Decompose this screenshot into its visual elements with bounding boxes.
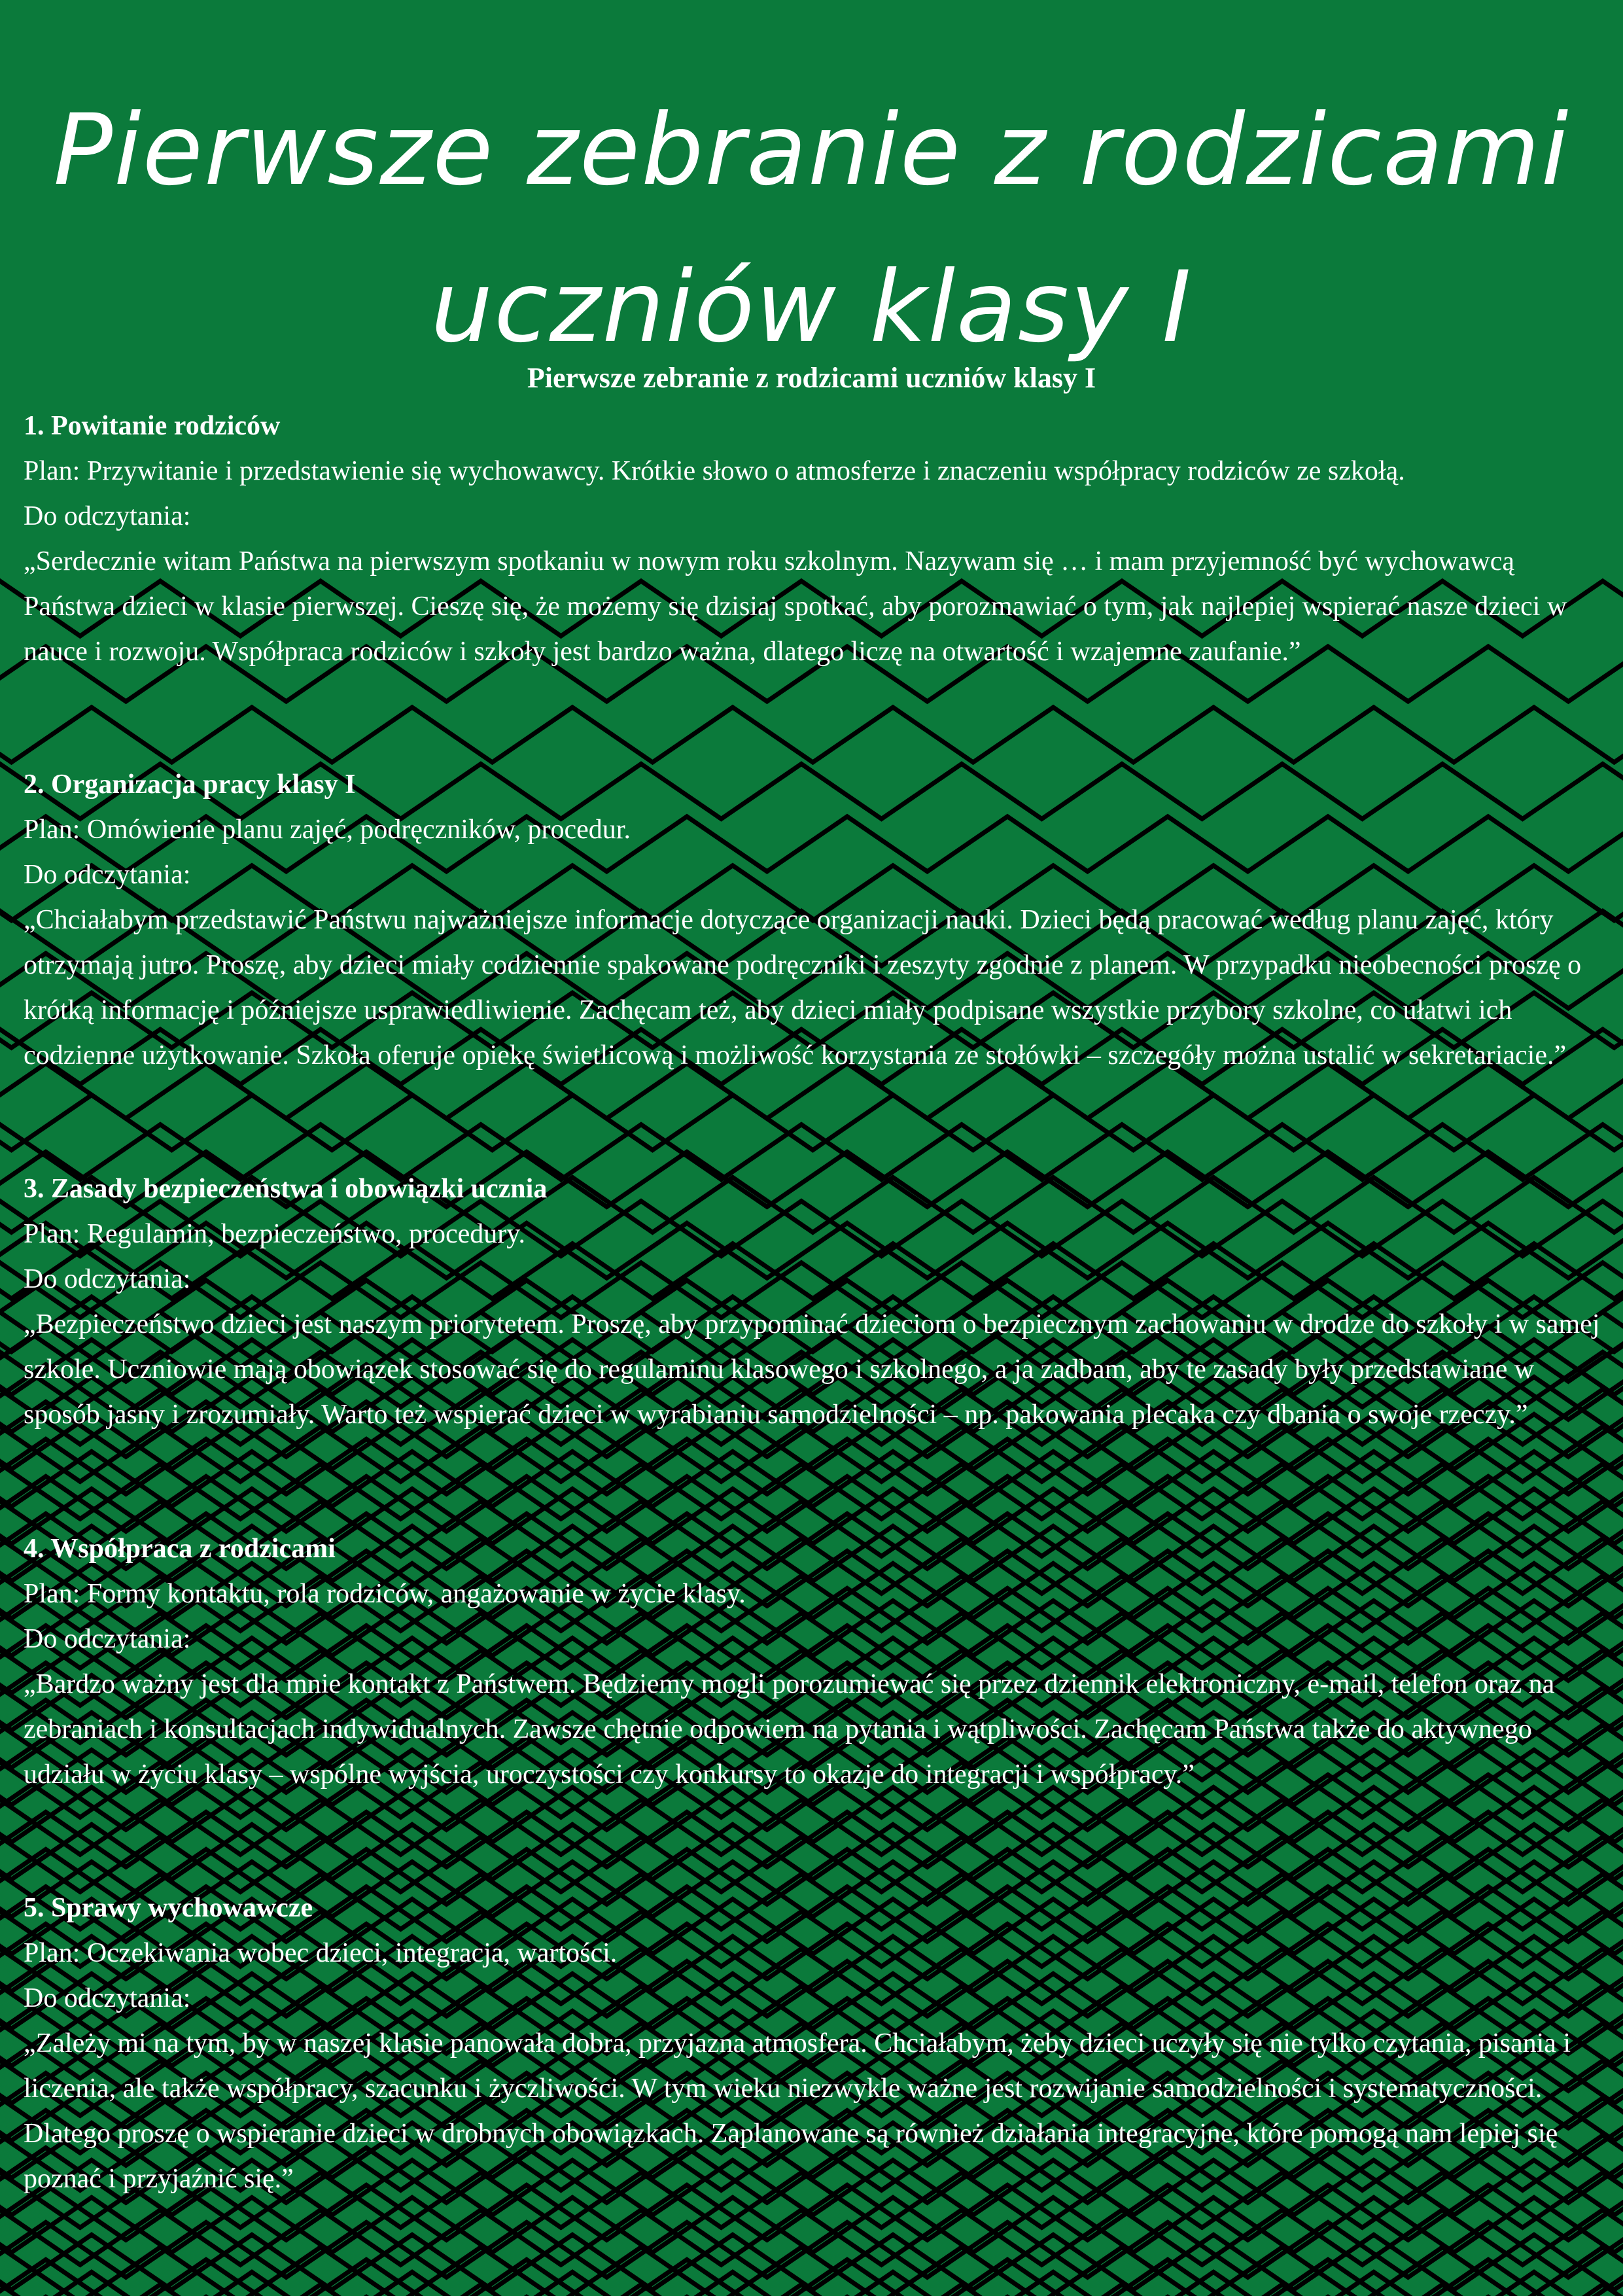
section-plan: Plan: Omówienie planu zajęć, podręczników, procedur. bbox=[24, 815, 631, 845]
section-heading: 4. Współpraca z rodzicami bbox=[24, 1534, 336, 1564]
section-read-text: „Chciałabym przedstawić Państwu najważniejsze informacje dotyczące organizacji nauki. Dzieci będą pracować według planu zajęć, który otrzymają jutro. Proszę, aby dzieci miały codziennie spakowane podręczniki i zeszyty zgodnie z planem. W przypadku nieobecności proszę o krótką informację i późniejsze usprawiedliwienie. Zachęcam też, aby dzieci miały podpisane wszystkie przybory szkolne, co ułatwi ich codzienne użytkowanie. Szkoła oferuje opiekę świetlicową i możliwość korzystania ze stołówki – szczegóły można ustalić w sekretariacie.” bbox=[24, 905, 1582, 1070]
main-title: Pierwsze zebranie z rodzicami uczniów klasy I bbox=[53, 94, 1570, 364]
section-heading: 1. Powitanie rodziców bbox=[24, 411, 281, 441]
section-plan: Plan: Przywitanie i przedstawienie się wychowawcy. Krótkie słowo o atmosferze i znaczeniu współpracy rodziców ze szkołą. bbox=[24, 456, 1405, 486]
section-cooperation bbox=[24, 1527, 1600, 1797]
section-heading: 3. Zasady bezpieczeństwa i obowiązki ucznia bbox=[24, 1174, 548, 1204]
section-read-label: Do odczytania: bbox=[24, 501, 191, 531]
section-read-label: Do odczytania: bbox=[24, 1624, 191, 1654]
section-read-label: Do odczytania: bbox=[24, 860, 191, 890]
section-heading: 5. Sprawy wychowawcze bbox=[24, 1893, 313, 1923]
section-read-text: „Bardzo ważny jest dla mnie kontakt z Państwem. Będziemy mogli porozumiewać się przez dziennik elektroniczny, e-mail, telefon oraz na zebraniach i konsultacjach indywidualnych. Zawsze chętnie odpowiem na pytania i wątpliwości. Zachęcam Państwa także do aktywnego udziału w życiu klasy – wspólne wyjścia, uroczystości czy konkursy to okazje do integracji i współpracy.” bbox=[24, 1669, 1555, 1790]
section-safety bbox=[24, 1167, 1600, 1438]
section-plan: Plan: Formy kontaktu, rola rodziców, angażowanie w życie klasy. bbox=[24, 1579, 746, 1609]
section-plan: Plan: Regulamin, bezpieczeństwo, procedury. bbox=[24, 1219, 526, 1249]
section-read-text: „Bezpieczeństwo dzieci jest naszym priorytetem. Proszę, aby przypominać dzieciom o bezpiecznym zachowaniu w drodze do szkoły i w samej szkole. Uczniowie mają obowiązek stosować się do regulaminu klasowego i szkolnego, a ja zadbam, aby te zasady były przedstawiane w sposób jasny i zrozumiały. Warto też wspierać dzieci w wyrabianiu samodzielności – np. pakowania plecaka czy dbania o swoje rzeczy.” bbox=[24, 1309, 1600, 1430]
section-read-text: „Serdecznie witam Państwa na pierwszym spotkaniu w nowym roku szkolnym. Nazywam się … i mam przyjemność być wychowawcą Państwa dzieci w klasie pierwszej. Cieszę się, że możemy się dzisiaj spotkać, aby porozmawiać o tym, jak najlepiej wspierać nasze dzieci w nauce i rozwoju. Współpraca rodziców i szkoły jest bardzo ważna, dlatego liczę na otwartość i wzajemne zaufanie.” bbox=[24, 546, 1567, 667]
section-read-label: Do odczytania: bbox=[24, 1264, 191, 1294]
section-upbringing bbox=[24, 1886, 1600, 2202]
section-plan: Plan: Oczekiwania wobec dzieci, integracja, wartości. bbox=[24, 1938, 618, 1968]
section-heading: 2. Organizacja pracy klasy I bbox=[24, 769, 356, 800]
section-greeting bbox=[24, 404, 1600, 675]
section-organization bbox=[24, 762, 1600, 1078]
section-read-label: Do odczytania: bbox=[24, 1983, 191, 2013]
subtitle: Pierwsze zebranie z rodzicami uczniów klasy I bbox=[527, 362, 1096, 394]
section-read-text: „Zależy mi na tym, by w naszej klasie panowała dobra, przyjazna atmosfera. Chciałabym, żeby dzieci uczyły się nie tylko czytania, pisania i liczenia, ale także współpracy, szacunku i życzliwości. W tym wieku niezwykle ważne jest rozwijanie samodzielności i systematyczności. Dlatego proszę o wspieranie dzieci w drobnych obowiązkach. Zaplanowane są również działania integracyjne, które pomogą nam lepiej się poznać i przyjaźnić się.” bbox=[24, 2028, 1571, 2194]
